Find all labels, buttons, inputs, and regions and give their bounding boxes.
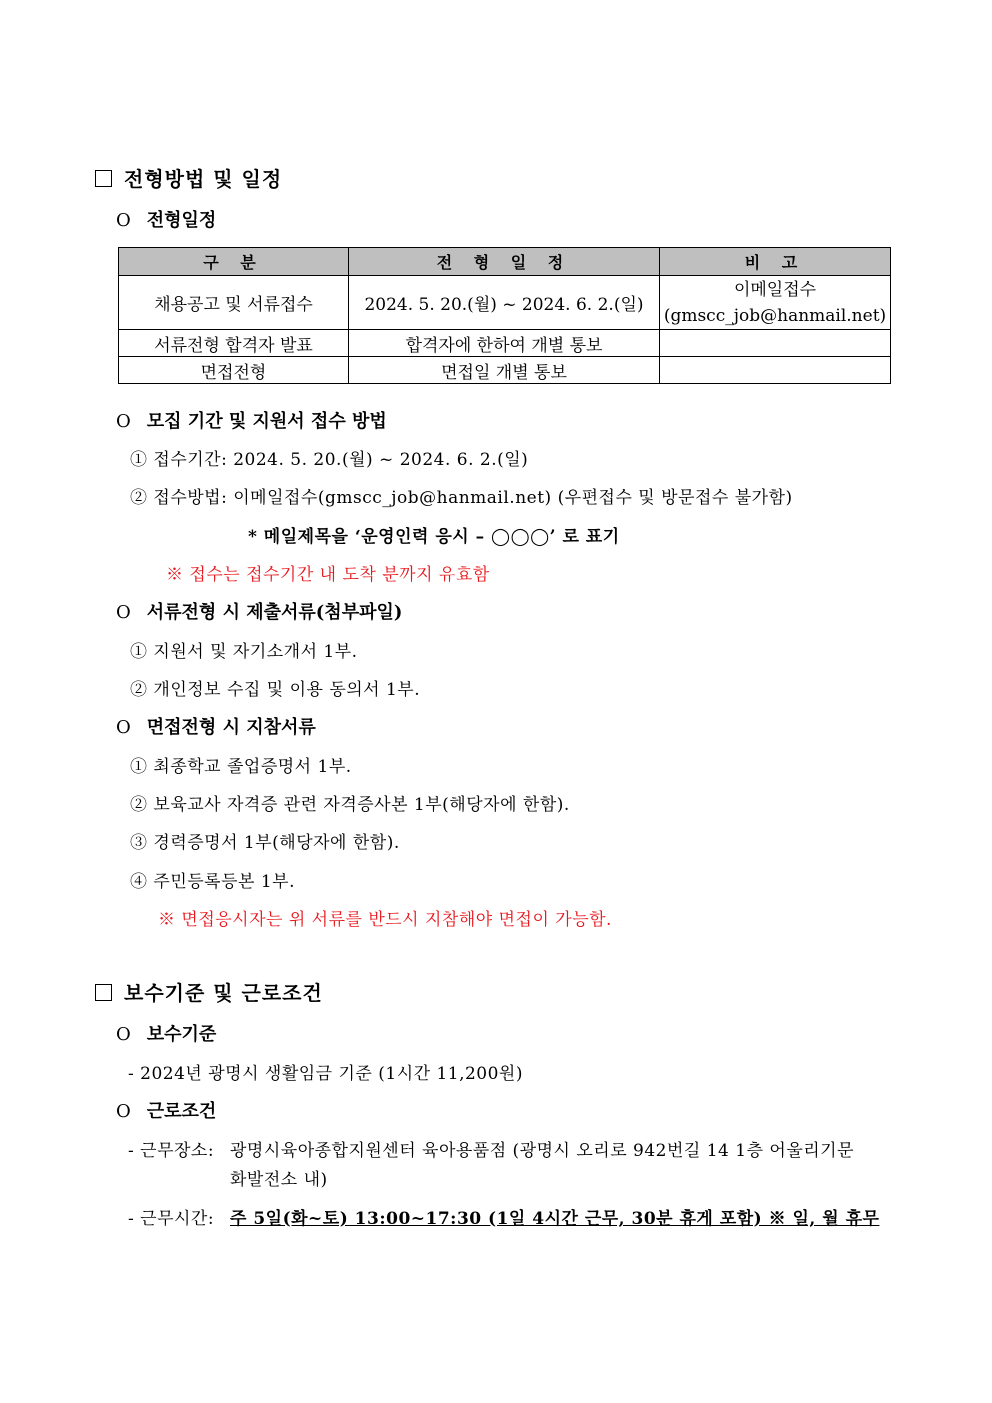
pay-standard-text: - 2024년 광명시 생활임금 기준 (1시간 11,200원) <box>128 1064 523 1084</box>
table-header-schedule: 전 형 일 정 <box>349 248 660 276</box>
section-title-selection: 전형방법 및 일정 <box>95 163 282 192</box>
mail-subject-note: * 메일제목을 ‘운영인력 응시 – ◯◯◯’ 로 표기 <box>248 527 620 547</box>
bullet-marker: O <box>116 1024 131 1045</box>
section-title-pay: 보수기준 및 근로조건 <box>95 977 323 1006</box>
list-item: ② 개인정보 수집 및 이용 동의서 1부. <box>130 680 421 700</box>
subheading-work: O 근로조건 <box>116 1101 217 1122</box>
subheading-pay: O 보수기준 <box>116 1024 217 1045</box>
schedule-table <box>118 247 891 384</box>
table-header-note: 비 고 <box>660 248 891 276</box>
list-item: ② 보육교사 자격증 관련 자격증사본 1부(해당자에 한함). <box>130 795 570 815</box>
note-email: (gmscc_job@hanmail.net) <box>663 305 887 326</box>
table-header-row <box>119 248 891 276</box>
table-cell: 채용공고 및 서류접수 <box>119 276 349 330</box>
list-item: ① 지원서 및 자기소개서 1부. <box>130 642 358 662</box>
bullet-marker: O <box>116 411 131 432</box>
bullet-marker: O <box>116 602 131 623</box>
table-row <box>119 276 891 330</box>
warning-text: ※ 면접응시자는 위 서류를 반드시 지참해야 면접이 가능함. <box>158 910 612 930</box>
checkbox-square-icon <box>95 170 112 187</box>
subheading-schedule: O 전형일정 <box>116 210 217 231</box>
bullet-marker: O <box>116 717 131 738</box>
list-item: ① 최종학교 졸업증명서 1부. <box>130 757 352 777</box>
table-header-category: 구 분 <box>119 248 349 276</box>
subheading-interview: O 면접전형 시 지참서류 <box>116 717 316 738</box>
work-place-label: - 근무장소: <box>128 1141 215 1161</box>
table-cell: 합격자에 한하여 개별 통보 <box>349 330 660 357</box>
table-row <box>119 330 891 357</box>
table-row <box>119 357 891 384</box>
list-item: ① 접수기간: 2024. 5. 20.(월) ~ 2024. 6. 2.(일) <box>130 450 529 470</box>
note-line: 이메일접수 <box>733 279 817 300</box>
list-item: ② 접수방법: 이메일접수(gmscc_job@hanmail.net) (우편접수 및 방문접수 불가함) <box>130 488 793 508</box>
table-cell: 면접전형 <box>119 357 349 384</box>
work-place-line1: 광명시육아종합지원센터 육아용품점 (광명시 오리로 942번길 14 1층 어울리기문 <box>230 1141 855 1161</box>
work-time-text: 주 5일(화~토) 13:00~17:30 (1일 4시간 근무, 30분 휴게 포함) ※ 일, 월 휴무 <box>230 1209 880 1229</box>
work-time-label: - 근무시간: <box>128 1209 215 1229</box>
list-item: ④ 주민등록등본 1부. <box>130 872 295 892</box>
subheading-documents: O 서류전형 시 제출서류(첨부파일) <box>116 602 403 623</box>
work-place-line2: 화발전소 내) <box>230 1170 328 1190</box>
table-cell: 면접일 개별 통보 <box>349 357 660 384</box>
bullet-marker: O <box>116 1101 131 1122</box>
table-cell-note <box>660 276 891 330</box>
table-cell-note <box>660 330 891 357</box>
subheading-recruit: O 모집 기간 및 지원서 접수 방법 <box>116 411 387 432</box>
checkbox-square-icon <box>95 984 112 1001</box>
table-cell: 서류전형 합격자 발표 <box>119 330 349 357</box>
table-cell-note <box>660 357 891 384</box>
warning-text: ※ 접수는 접수기간 내 도착 분까지 유효함 <box>166 565 490 585</box>
table-cell: 2024. 5. 20.(월) ~ 2024. 6. 2.(일) <box>349 276 660 330</box>
bullet-marker: O <box>116 210 131 231</box>
list-item: ③ 경력증명서 1부(해당자에 한함). <box>130 833 400 853</box>
